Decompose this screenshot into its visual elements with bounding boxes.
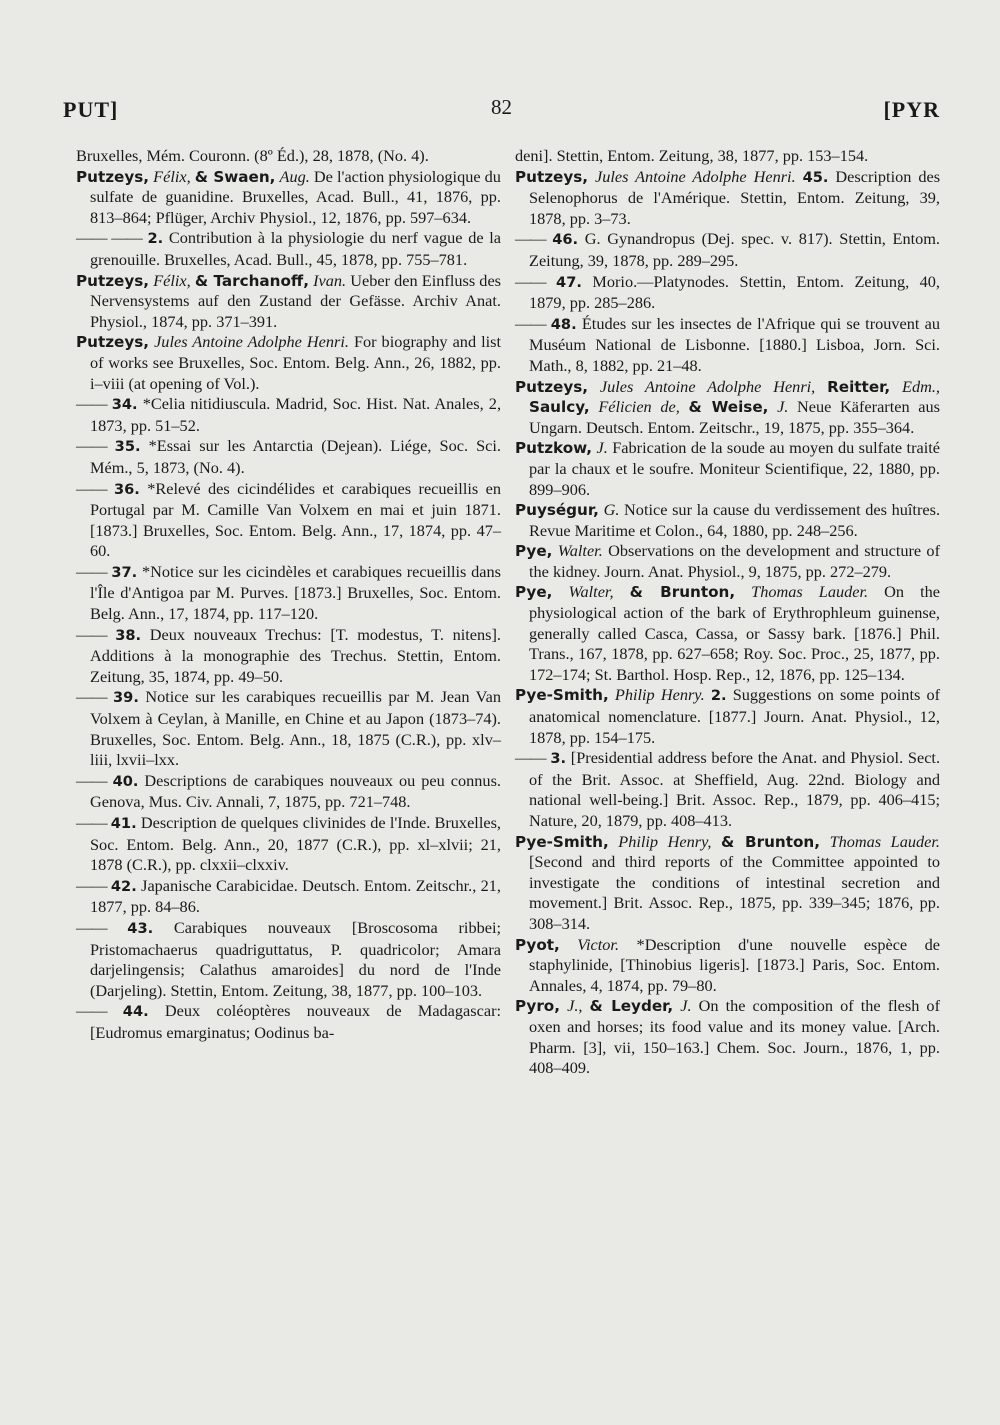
entry-text: G. Gynandropus (Dej. spec. v. 817). Stettin, Entom. Zeitung, 39, 1878, pp. 289–295. (529, 229, 940, 270)
author-forename: G. (603, 500, 620, 520)
work-number: 37. (111, 563, 138, 581)
work-number: 35. (114, 438, 141, 456)
right-column (515, 146, 940, 1079)
author-entry (515, 500, 940, 541)
author-entry (515, 377, 940, 439)
author-entry (515, 582, 940, 685)
entry-text: Notice sur les carabiques recueillis par M. Jean Van Volxem à Ceylan, à Manille, en Chine et au Japon (1873–74). Bruxelles, Soc. Entom. Belg. Ann., 18, 1875 (C.R.), pp. xlv–liii, lxvii–lxx. (90, 687, 501, 770)
work-entry (515, 272, 940, 314)
author-forename: Thomas Lauder. (829, 831, 940, 851)
author-name: Pye-Smith, (515, 686, 609, 705)
author-name: Putzeys, (76, 333, 150, 352)
entry-text: Observations on the development and structure of the kidney. Journ. Anat. Physiol., 9, 1875, pp. 272–279. (529, 541, 940, 581)
author-entry (515, 541, 940, 582)
author-name: Putzeys, (515, 377, 589, 396)
author-forename: Victor. (577, 934, 620, 954)
entry-text: Japanische Carabicidae. Deutsch. Entom. Zeitschr., 21, 1877, pp. 84–86. (90, 875, 501, 917)
work-number: 46. (552, 231, 579, 249)
ditto-dash: —— (76, 624, 107, 644)
work-entry (76, 876, 501, 918)
author-forename: Thomas Lauder. (751, 582, 869, 602)
ditto-dash: —— (76, 917, 107, 937)
header-right-guide: [PYR (883, 97, 940, 122)
entry-continuation (76, 146, 501, 167)
work-number: 40. (112, 772, 139, 790)
work-number: 3. (550, 750, 567, 768)
work-entry (515, 314, 940, 377)
entry-text: Description des Selenophorus de l'Amérique. Stettin, Entom. Zeitung, 39, 1878, pp. 3–73. (529, 166, 941, 228)
author-forename: Jules Antoine Adolphe Henri, (599, 376, 816, 396)
author-name: Saulcy, (529, 398, 590, 417)
author-forename: J., (567, 996, 583, 1016)
header-left-guide: PUT] (63, 97, 119, 122)
author-forename: Ivan. (313, 270, 347, 290)
author-name: & Brunton, (629, 583, 736, 602)
work-number: 45. (802, 168, 829, 186)
author-entry (76, 167, 501, 229)
entry-text: *Celia nitidiuscula. Madrid, Soc. Hist. Nat. Anales, 2, 1873, pp. 51–52. (90, 394, 502, 435)
author-name: Pye-Smith, (515, 832, 609, 851)
ditto-dash: —— (76, 1001, 107, 1021)
work-entry (76, 562, 501, 625)
author-entry (515, 996, 940, 1078)
ditto-dash: —— —— (76, 228, 142, 248)
ditto-dash: —— (76, 561, 107, 581)
author-forename: J. (680, 996, 692, 1016)
entry-text: Carabiques nouveaux [Broscosoma ribbei; Pristomachaerus quadriguttatus, P. quadricolor; Amara darjelingensis; Calathus amaroides] du nord de l'Inde (Darjeling). Stettin, Entom. Zeitung, 38, 1877, pp. 100–103. (90, 917, 502, 1000)
author-entry (515, 167, 940, 230)
work-entry (76, 479, 501, 562)
author-name: Putzeys, (76, 167, 150, 186)
author-entry (515, 685, 940, 748)
entry-text: Deux coléoptères nouveaux de Madagascar: [Eudromus emarginatus; Oodinus ba- (90, 1001, 502, 1042)
entry-text: *Relevé des cicindélides et carabiques recueillis en Portugal par M. Camille Van Volxem en mai et juin 1871. [1873.] Bruxelles, Soc. Entom. Belg. Ann., 17, 1874, pp. 47–60. (90, 478, 501, 561)
work-entry (76, 771, 501, 813)
author-forename: Walter. (557, 541, 603, 561)
work-number: 47. (556, 273, 582, 291)
entry-text: Bruxelles, Mém. Couronn. (8º Éd.), 28, 1878, (No. 4). (76, 146, 429, 165)
author-forename: Philip Henry. (614, 685, 705, 705)
entry-text: Neue Käferarten aus Ungarn. Deutsch. Entom. Zeitschr., 19, 1875, pp. 355–364. (529, 397, 940, 437)
entry-text: [Second and third reports of the Committee appointed to investigate the conditions of intestinal secretion and movement.] Brit. Assoc. Rep., 1875, pp. 339–345; 1876, pp. 308–314. (529, 852, 940, 933)
ditto-dash: —— (76, 478, 107, 498)
author-name: Putzkow, (515, 439, 592, 458)
author-forename: J. (777, 397, 789, 417)
author-entry (76, 271, 501, 333)
entry-text: *Description d'une nouvelle espèce de staphylinide, [Thinobius ligeris]. [1873.] Paris, Soc. Entom. Annales, 4, 1874, pp. 79–80. (529, 934, 940, 995)
work-number: 34. (111, 396, 138, 414)
author-forename: J. (596, 438, 608, 458)
entry-text: Contribution à la physiologie du nerf vague de la grenouille. Bruxelles, Acad. Bull., 45, 1878, pp. 755–781. (90, 228, 501, 269)
left-column (76, 146, 501, 1044)
author-name: Pye, (515, 542, 553, 561)
ditto-dash: —— (76, 813, 107, 832)
author-forename: Philip Henry, (618, 831, 712, 851)
author-forename: Edm., (902, 376, 940, 396)
entry-text: [Presidential address before the Anat. and Physiol. Sect. of the Brit. Assoc. at Sheffield, Aug. 22nd. Biology and national well-being.] Brit. Assoc. Rep., 1879, pp. 406–415; Nature, 20, 1879, pp. 408–413. (529, 748, 941, 830)
work-entry (76, 625, 501, 688)
work-number: 42. (110, 877, 137, 895)
author-name: Pyro, (515, 997, 561, 1016)
work-entry (76, 436, 501, 478)
entry-text: Deux nouveaux Trechus: [T. modestus, T. nitens]. Additions à la monographie des Trechus. Stettin, Entom. Zeitung, 35, 1874, pp. 49–50. (90, 624, 501, 686)
work-number: 41. (110, 815, 137, 832)
author-name: Putzeys, (76, 271, 150, 290)
work-entry (76, 687, 501, 770)
entry-text: Description de quelques clivinides de l'Inde. Bruxelles, Soc. Entom. Belg. Ann., 20, 1877 (C.R.), pp. xl–xlvii; 21, 1878 (C.R.), pp. clxxii–clxxiv. (90, 813, 501, 875)
entry-text: On the physiological action of the bark of Erythrophleum guinense, generally called Casca, Cassa, or Sassy bark. [1876.] Phil. Trans., 167, 1878, pp. 627–658; Roy. Soc. Proc., 25, 1877, pp. 172–174; St. Barthol. Hosp. Rep., 12, 1876, pp. 125–134. (529, 582, 940, 684)
work-entry (76, 1001, 501, 1043)
work-number: 43. (127, 919, 154, 937)
work-entry (76, 394, 501, 436)
work-number: 2. (147, 230, 164, 248)
work-entry (76, 918, 501, 1001)
author-entry (515, 438, 940, 500)
author-name: Pyot, (515, 935, 560, 954)
ditto-dash: —— (76, 770, 107, 790)
entry-text: *Essai sur les Antarctia (Dejean). Liége, Soc. Sci. Mém., 5, 1873, (No. 4). (90, 436, 502, 477)
entry-text: Morio.—Platynodes. Stettin, Entom. Zeitung, 40, 1879, pp. 285–286. (529, 271, 940, 313)
ditto-dash: —— (76, 875, 107, 895)
author-name: & Leyder, (589, 997, 674, 1016)
author-name: & Tarchanoff, (194, 271, 309, 290)
ditto-dash: —— (515, 313, 546, 333)
author-forename: Félix, (153, 166, 191, 186)
author-forename: Jules Antoine Adolphe Henri. (154, 332, 349, 352)
entry-text: Suggestions on some points of anatomical nomenclature. [1877.] Journ. Anat. Physiol., 12, 1878, pp. 154–175. (529, 685, 941, 747)
work-entry (515, 748, 940, 831)
ditto-dash: —— (76, 394, 107, 414)
author-name: & Brunton, (721, 832, 821, 851)
work-entry (515, 229, 940, 271)
ditto-dash: —— (515, 229, 546, 249)
work-number: 2. (710, 687, 727, 705)
entry-text: Fabrication de la soude au moyen du sulfate traité par la chaux et le soufre. Moniteur Scientifique, 22, 1880, pp. 899–906. (529, 438, 940, 499)
work-number: 38. (115, 626, 142, 644)
author-name: Putzeys, (515, 167, 589, 186)
entry-text: *Notice sur les cicindèles et carabiques recueillis dans l'Île d'Antigoa par M. Purves. [1873.] Bruxelles, Soc. Entom. Belg. Ann., 17, 1874, pp. 117–120. (90, 561, 502, 624)
author-name: & Swaen, (194, 167, 276, 186)
author-name: Pye, (515, 583, 553, 602)
work-entry (76, 813, 501, 876)
entry-text: Notice sur la cause du verdissement des huîtres. Revue Maritime et Colon., 64, 1880, pp. 248–256. (529, 500, 941, 540)
ditto-dash: —— (76, 687, 107, 707)
author-forename: Félix, (153, 270, 191, 290)
author-entry (515, 832, 940, 935)
work-number: 48. (550, 315, 577, 333)
page-number: 82 (491, 95, 512, 119)
author-forename: Walter, (568, 582, 614, 602)
entry-text: Descriptions de carabiques nouveaux ou peu connus. Genova, Mus. Civ. Annali, 7, 1875, pp. 721–748. (90, 770, 501, 812)
ditto-dash: —— (76, 436, 107, 456)
ditto-dash: —— (515, 748, 546, 768)
work-number: 36. (113, 480, 140, 498)
entry-text: Études sur les insectes de l'Afrique qui se trouvent au Muséum National de Lisbonne. [1880.] Lisboa, Jorn. Sci. Math., 8, 1882, pp. 21–48. (529, 313, 941, 375)
work-number: 39. (113, 689, 139, 707)
author-entry (515, 935, 940, 997)
author-entry (76, 332, 501, 394)
author-forename: Félicien de, (598, 397, 680, 417)
work-number: 44. (122, 1003, 149, 1021)
entry-text: Ueber den Einfluss des Nervensystems auf den Zustand der Gefässe. Archiv Anat. Physiol., 1874, pp. 371–391. (90, 270, 502, 331)
author-forename: Aug. (279, 166, 310, 186)
entry-continuation (515, 146, 940, 167)
work-entry (76, 228, 501, 270)
author-forename: Jules Antoine Adolphe Henri. (595, 166, 796, 186)
author-name: Puységur, (515, 501, 599, 520)
author-name: Reitter, (827, 377, 891, 396)
entry-text: On the composition of the flesh of oxen and horses; its food value and its money value. [Arch. Pharm. [3], vii, 150–163.] Chem. Soc. Journ., 1876, 1, pp. 408–409. (529, 996, 940, 1078)
entry-text: deni]. Stettin, Entom. Zeitung, 38, 1877, pp. 153–154. (515, 146, 869, 165)
author-name: & Weise, (688, 398, 769, 417)
entry-text: De l'action physiologique du sulfate de guanidine. Bruxelles, Acad. Bull., 41, 1876, pp. 813–864; Pflüger, Archiv Physiol., 12, 1876, pp. 597–634. (90, 166, 501, 227)
entry-text: For biography and list of works see Bruxelles, Soc. Entom. Belg. Ann., 26, 1882, pp. i–viii (at opening of Vol.). (90, 332, 502, 393)
running-header (63, 95, 940, 129)
ditto-dash: —— (515, 271, 546, 291)
